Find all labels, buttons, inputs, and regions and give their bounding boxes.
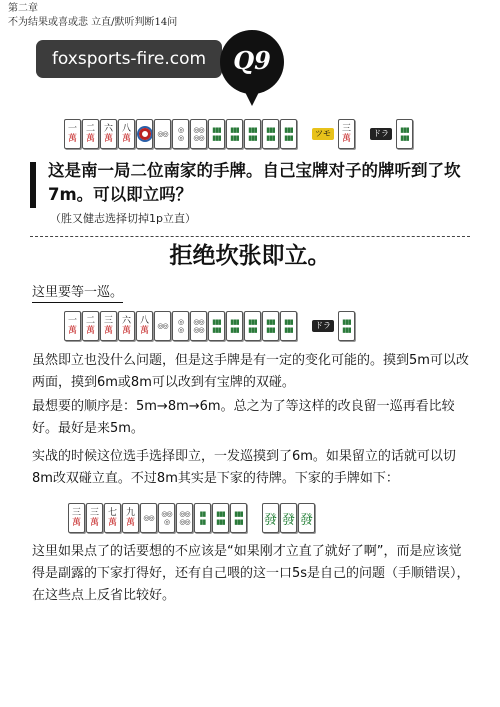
circle-icon: ◎ ◎ [177,318,184,334]
mahjong-tile [244,311,261,341]
mahjong-tile [190,119,207,149]
question-title: 这是南一局二位南家的手牌。自己宝牌对子的牌听到了坎7m。可以即立吗？ [48,161,461,204]
mahjong-tile [244,119,261,149]
bamboo-icon: ▮▮▮ ▮▮▮ [230,318,239,334]
wait-label: 这里要等一巡。 [32,284,123,303]
circle-icon: ◎◎ ◎ [161,510,172,526]
circle-icon: ◎◎ ◎◎ [179,510,190,526]
paragraph-change-options: 虽然即立也没什么问题，但是这手牌是有一定的变化可能的。摸到5m可以改两面，摸到6m或8m可以改到有宝牌的双碰。 [32,353,469,390]
mahjong-tile [280,311,297,341]
tile-suit: 萬 [85,326,95,336]
bamboo-icon: ▮▮▮ ▮▮▮ [342,318,351,334]
tile-number: 八 [139,316,149,326]
drawn-tile [338,119,355,149]
mahjong-tile [118,119,135,149]
tile-honor: 發 [263,512,277,528]
answer-title: 拒绝坎张即立。 [169,242,331,269]
dora-indicator-tile [338,311,355,341]
tile-number: 三 [71,508,81,518]
mahjong-tile [190,311,207,341]
tile-suit: 萬 [67,134,77,144]
bamboo-icon: ▮▮▮ ▮▮▮ [248,126,257,142]
tile-suit: 萬 [125,518,135,528]
mahjong-tile [136,119,153,149]
mahjong-tile [68,503,85,533]
circle-icon: ◎◎ ◎◎ [193,126,204,142]
tile-honor: 發 [299,512,313,528]
watermark-banner: foxsports-fire.com [36,40,222,78]
bamboo-icon: ▮▮▮ ▮▮▮ [266,318,275,334]
tile-number: 二 [85,316,95,326]
paragraph-actual-game: 实战的时候这位选手选择即立，一发巡摸到了6m。如果留立的话就可以切8m改双碰立直。不过8m其实是下家的待牌。下家的手牌如下： [32,449,456,486]
mahjong-tile [212,503,229,533]
mahjong-tile [176,503,193,533]
mahjong-tile [100,311,117,341]
tile-suit: 萬 [71,518,81,528]
bamboo-icon: ▮▮▮ ▮▮▮ [216,510,225,526]
hand-tiles-suggested [64,311,356,341]
tile-number: 八 [121,124,131,134]
tile-number: 九 [125,508,135,518]
mahjong-tile [104,503,121,533]
meld-tile [280,503,297,533]
tile-number: 三 [103,316,113,326]
tile-number: 一 [67,124,77,134]
mahjong-tile [154,311,171,341]
tile-number: 六 [103,124,113,134]
bamboo-icon: ▮▮▮ ▮▮▮ [212,318,221,334]
question-badge: Q9 [220,30,284,94]
mahjong-tile [262,311,279,341]
mahjong-tile [82,119,99,149]
mahjong-tile [154,119,171,149]
mahjong-tile [208,119,225,149]
tile-suit: 萬 [107,518,117,528]
bamboo-icon: ▮▮▮ ▮▮▮ [284,318,293,334]
paragraph-reflection: 这里如果点了的话要想的不应该是“如果刚才立直了就好了啊”，而是应该觉得是副露的下家打得好，还有自己喂的这一口5s是自己的问题（手顺错误），在这些点上反省比较好。 [32,544,470,603]
circle-icon: ◎◎ [143,514,154,522]
hand-tiles-main [64,119,414,149]
mahjong-tile [226,119,243,149]
bamboo-icon: ▮▮▮ ▮▮▮ [400,126,409,142]
mahjong-tile [172,311,189,341]
mahjong-tile [100,119,117,149]
circle-icon: ◎◎ ◎◎ [193,318,204,334]
mahjong-tile [280,119,297,149]
question-title-bar [30,162,36,208]
mahjong-tile [118,311,135,341]
tile-suit: 萬 [89,518,99,528]
bamboo-icon: ▮▮▮ ▮▮▮ [266,126,275,142]
dora-indicator-tile [396,119,413,149]
bamboo-icon: ▮▮▮ ▮▮▮ [248,318,257,334]
hand-tiles-opponent [68,503,316,533]
mahjong-tile [172,119,189,149]
tile-suit: 萬 [103,326,113,336]
chapter-subtitle: 不为结果或喜或悲 立直/默听判断14问 [8,17,178,28]
tile-number: 七 [107,508,117,518]
tile-honor: 發 [281,512,295,528]
tile-suit: 萬 [139,326,149,336]
tile-suit: 萬 [121,326,131,336]
mahjong-tile [208,311,225,341]
meld-tile [298,503,315,533]
mahjong-tile [262,119,279,149]
mahjong-tile [86,503,103,533]
circle-icon: ◎ ◎ [177,126,184,142]
mahjong-tile [64,311,81,341]
mahjong-tile [64,119,81,149]
bamboo-icon: ▮▮▮ ▮▮▮ [212,126,221,142]
circle-icon: ◎◎ [157,130,168,138]
dora-tag: ドラ [312,320,334,332]
circle-icon: ◎◎ [157,322,168,330]
mahjong-tile [82,311,99,341]
mahjong-tile [136,311,153,341]
circle-icon [139,128,151,140]
tile-suit: 萬 [341,134,351,144]
section-divider [30,236,470,237]
dora-tag: ドラ [370,128,392,140]
tile-suit: 萬 [85,134,95,144]
tile-suit: 萬 [121,134,131,144]
mahjong-tile [158,503,175,533]
tile-number: 二 [85,124,95,134]
tile-number: 三 [89,508,99,518]
mahjong-tile [226,311,243,341]
tile-number: 三 [341,124,351,134]
mahjong-tile [194,503,211,533]
mahjong-tile [140,503,157,533]
mahjong-tile [122,503,139,533]
tile-suit: 萬 [67,326,77,336]
chapter-label: 第二章 [8,3,38,14]
question-note: （胜又健志选择切掉1p立直） [50,212,196,225]
meld-tile [262,503,279,533]
mahjong-tile [230,503,247,533]
tile-number: 一 [67,316,77,326]
tile-suit: 萬 [103,134,113,144]
bamboo-icon: ▮▮ ▮▮ [199,510,206,526]
bamboo-icon: ▮▮▮ ▮▮▮ [234,510,243,526]
bamboo-icon: ▮▮▮ ▮▮▮ [284,126,293,142]
paragraph-preferred-order: 最想要的顺序是：5m→8m→6m。总之为了等这样的改良留一巡再看比较好。最好是来5m。 [32,399,455,436]
tsumo-tag: ツモ [312,128,334,140]
bamboo-icon: ▮▮▮ ▮▮▮ [230,126,239,142]
tile-number: 六 [121,316,131,326]
